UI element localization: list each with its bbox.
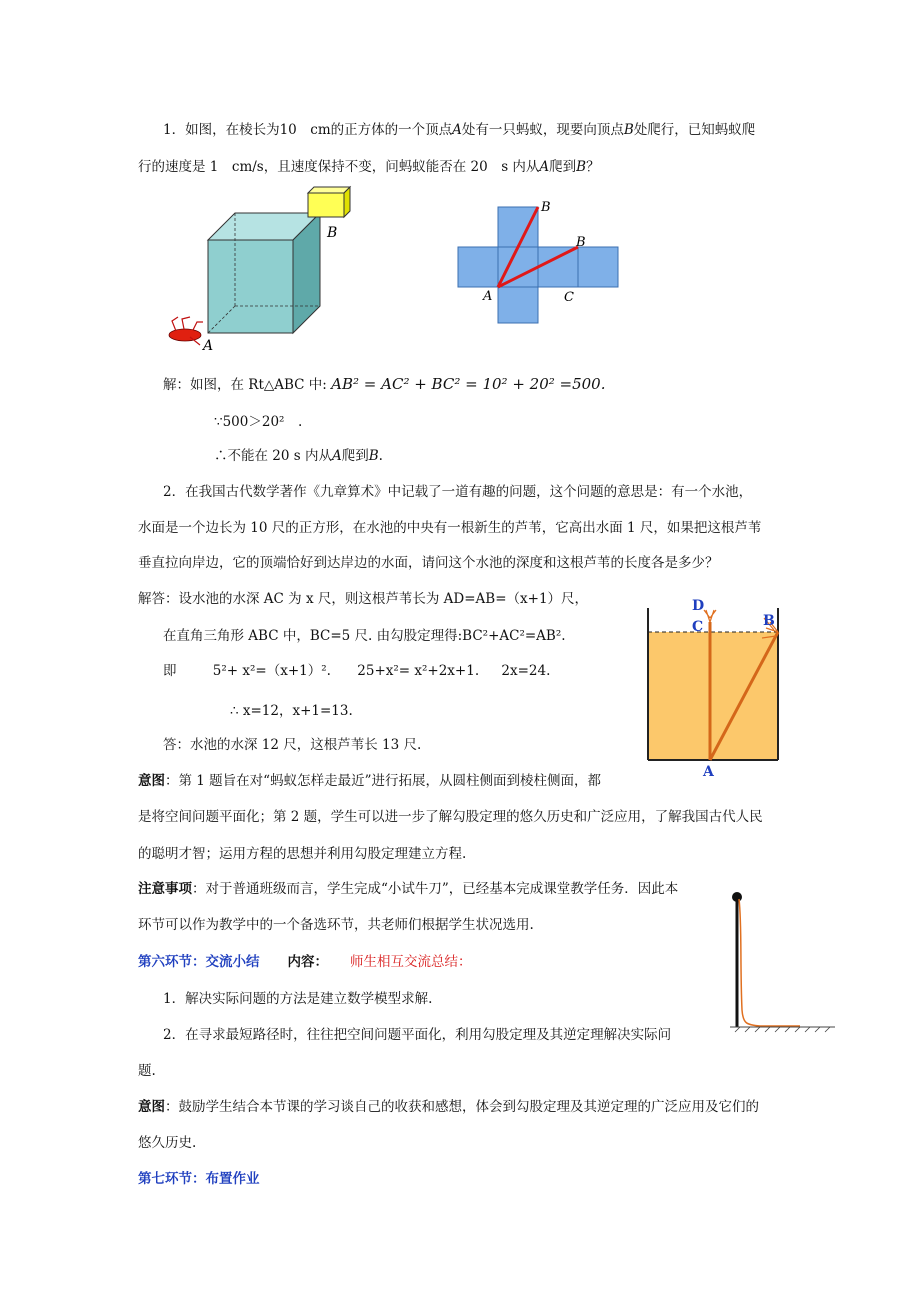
problem1-line1: 1．如图，在棱长为10 cm的正方体的一个顶点A处有一只蚂蚁，现要向顶点B处爬行，已知蚂蚁爬 [163,122,756,138]
cube-net-figure [452,195,632,330]
net-label-C: C [564,290,574,305]
target-box-B [308,193,344,217]
intent2-line2: 悠久历史. [138,1135,197,1151]
solution1-line: 解：如图，在 Rt△ABC 中: AB² = AC² + BC² = 10² + 20² =500. [163,375,606,393]
solution1-therefore: ∴不能在 20 s 内从A爬到B. [214,448,383,464]
cube-label-B: B [327,225,338,241]
pole-rope-figure [720,885,840,1035]
pool-reed-figure [640,590,785,780]
solution2-line2: 在直角三角形 ABC 中，BC=5 尺. 由勾股定理得:BC²+AC²=AB². [163,628,566,644]
notes-line1: 注意事项：对于普通班级而言，学生完成“小试牛刀”，已经基本完成课堂教学任务．因此本 [138,881,679,897]
solution2-answer: 答：水池的水深 12 尺，这根芦苇长 13 尺. [163,737,422,753]
section6-heading: 第六环节：交流小结 内容： 师生相互交流总结： [138,954,472,970]
pool-water [648,632,778,760]
net-label-B1: B [541,200,551,215]
solution2-line1: 解答：设水池的水深 AC 为 x 尺，则这根芦苇长为 AD=AB=（x+1）尺， [138,591,589,607]
ant-icon [169,317,203,345]
notes-line2: 环节可以作为教学中的一个备选环节，共老师们根据学生状况选用. [138,917,534,933]
cube-front-face [208,240,293,333]
summary-item1: 1．解决实际问题的方法是建立数学模型求解. [163,991,433,1007]
section7-heading: 第七环节：布置作业 [138,1171,260,1187]
solution2-line4: ∴ x=12，x+1=13. [230,703,353,719]
net-label-B2: B [576,235,586,250]
cube-ant-figure [160,185,360,355]
pool-label-B: B [763,613,775,629]
pool-label-A: A [703,764,714,780]
solution1-since: ∵500＞20² . [214,414,303,430]
intent1-line1: 意图：第 1 题旨在对“蚂蚁怎样走最近”进行拓展，从圆柱侧面到棱柱侧面，都 [138,773,601,789]
pool-label-D: D [692,598,705,614]
intent1-line2: 是将空间问题平面化；第 2 题，学生可以进一步了解勾股定理的悠久历史和广泛应用，了解我国古代人民 [138,809,763,825]
cube-label-A: A [203,338,214,354]
problem2-line1: 2．在我国古代数学著作《九章算术》中记载了一道有趣的问题，这个问题的意思是：有一个水池， [163,484,753,500]
pool-label-C: C [692,619,704,635]
summary-item2-cont: 题. [138,1063,156,1079]
summary-item2: 2．在寻求最短路径时，往往把空间问题平面化，利用勾股定理及其逆定理解决实际问 [163,1027,672,1043]
intent2-line1: 意图：鼓励学生结合本节课的学习谈自己的收获和感想，体会到勾股定理及其逆定理的广泛应用及它们的 [138,1099,759,1115]
problem2-line2: 水面是一个边长为 10 尺的正方形，在水池的中央有一根新生的芦苇，它高出水面 1 尺，如果把这根芦苇 [138,520,762,536]
intent1-line3: 的聪明才智；运用方程的思想并利用勾股定理建立方程. [138,846,467,862]
net-label-A: A [483,289,493,304]
solution2-line3: 即 5²+ x²=（x+1）². 25+x²= x²+2x+1. 2x=24. [163,663,551,679]
problem2-line3: 垂直拉向岸边，它的顶端恰好到达岸边的水面，请问这个水池的深度和这根芦苇的长度各是多少？ [138,555,719,571]
rope [739,899,800,1026]
problem1-line2: 行的速度是 1 cm/s，且速度保持不变，问蚂蚁能否在 20 s 内从A爬到B？ [138,159,600,175]
